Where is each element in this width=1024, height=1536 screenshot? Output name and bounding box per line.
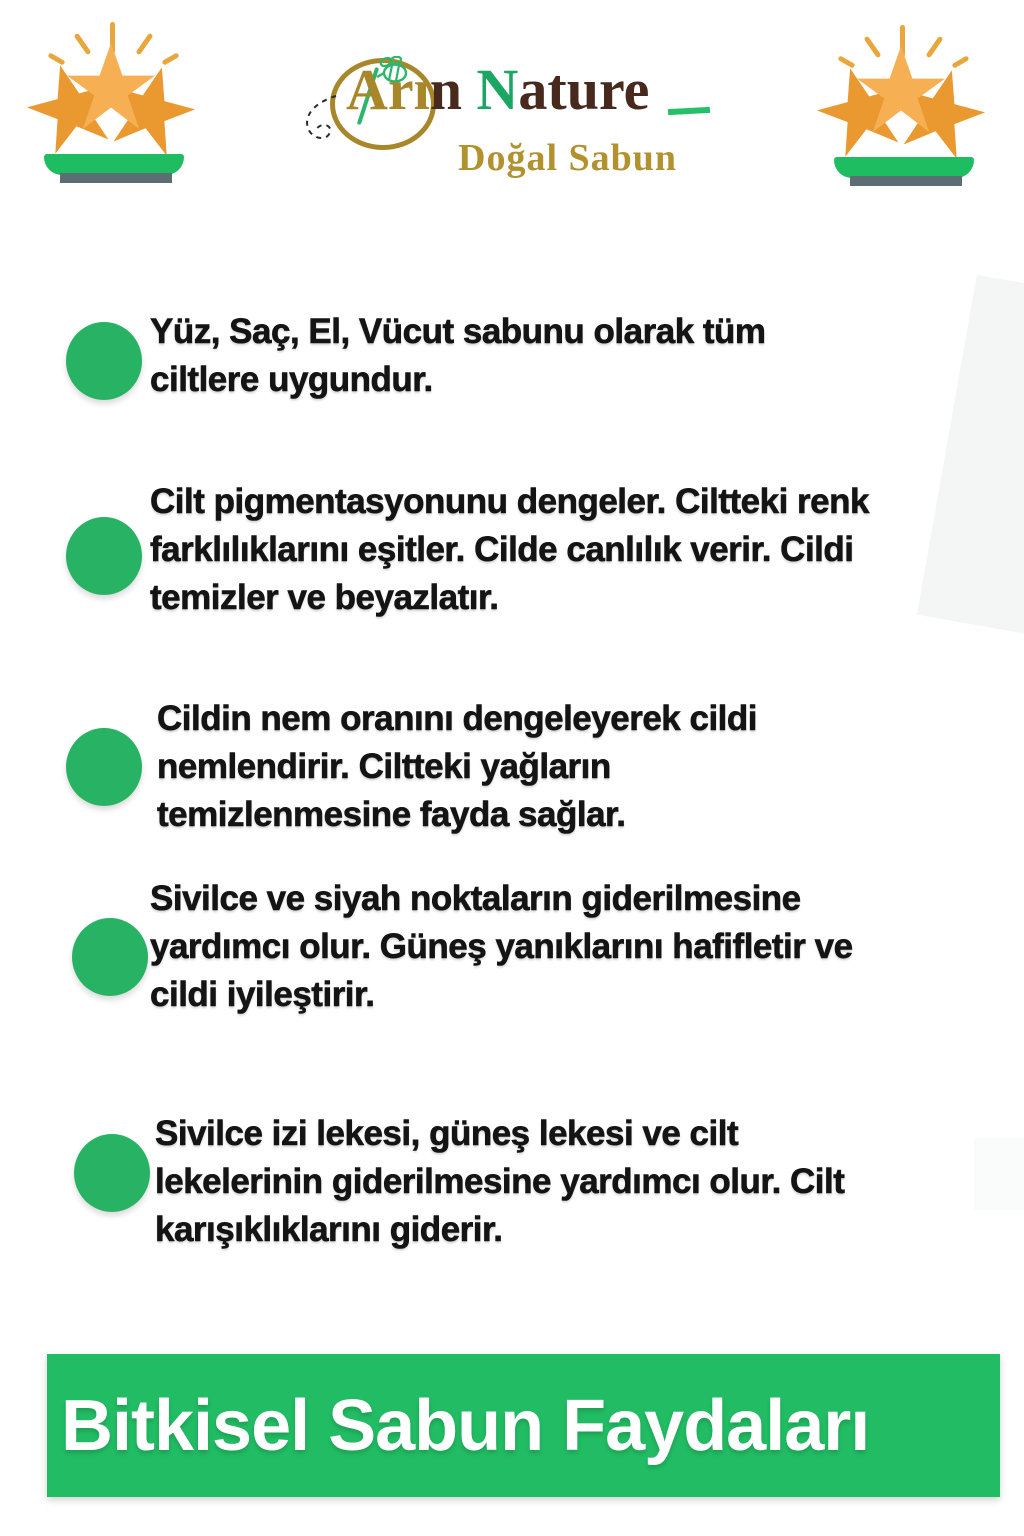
brand-logo bbox=[330, 50, 730, 185]
bullet-line: Sivilce ve siyah noktaların giderilmesine bbox=[150, 879, 801, 918]
tray-icon bbox=[44, 154, 184, 175]
tray-icon bbox=[834, 157, 974, 178]
bullet-dot-icon bbox=[66, 517, 142, 595]
sun-ray-icon bbox=[926, 36, 944, 59]
brand-name-n: n bbox=[429, 57, 463, 122]
sun-ray-icon bbox=[136, 33, 154, 56]
bullet-text bbox=[150, 875, 853, 1019]
bullet-line: lekelerinin giderilmesine yardımcı olur. Cilt bbox=[155, 1162, 845, 1201]
bullet-text bbox=[150, 308, 766, 404]
bullet-line: nemlendirir. Ciltteki yağların bbox=[157, 747, 611, 786]
bullet-line: ciltlere uygundur. bbox=[150, 360, 433, 399]
sun-ray-icon bbox=[74, 33, 92, 56]
bullet-line: Cildin nem oranını dengeleyerek cildi bbox=[157, 699, 757, 738]
brand-name-nature-rest: ature bbox=[518, 57, 650, 122]
bullet-line: temizlenmesine fayda sağlar. bbox=[157, 795, 626, 834]
bullet-line: temizler ve beyazlatır. bbox=[150, 578, 499, 617]
tray-base-icon bbox=[850, 176, 962, 186]
bullet-line: karışıklıklarını giderir. bbox=[155, 1210, 503, 1249]
sun-ray-icon bbox=[951, 55, 969, 68]
brand-name-arı: Arı bbox=[346, 57, 430, 122]
bullet-line: yardımcı olur. Güneş yanıklarını hafifletir ve bbox=[150, 927, 853, 966]
brand-name-nature-initial: N bbox=[476, 57, 519, 122]
bullet-line: Yüz, Saç, El, Vücut sabunu olarak tüm bbox=[150, 312, 766, 351]
dashed-trail-icon bbox=[300, 94, 340, 146]
tray-base-icon bbox=[60, 173, 172, 183]
page-title: Bitkisel Sabun Faydaları bbox=[61, 1385, 870, 1466]
bullet-text bbox=[155, 1110, 844, 1254]
sun-ray-icon bbox=[161, 52, 179, 65]
stars-decoration-left bbox=[30, 24, 198, 186]
sun-ray-icon bbox=[837, 55, 855, 68]
bullet-text bbox=[150, 478, 869, 622]
bullet-dot-icon bbox=[66, 728, 142, 806]
green-accent-bar bbox=[668, 107, 710, 115]
bullet-line: farklılıklarını eşitler. Cilde canlılık verir. Cildi bbox=[150, 530, 854, 569]
stars-decoration-right bbox=[820, 27, 988, 189]
sun-ray-icon bbox=[864, 36, 882, 59]
sun-ray-icon bbox=[47, 52, 65, 65]
background-watermark bbox=[917, 275, 1024, 634]
bullet-dot-icon bbox=[66, 322, 142, 400]
bullet-text bbox=[157, 695, 757, 839]
bullet-dot-icon bbox=[74, 1134, 150, 1212]
bullet-dot-icon bbox=[72, 918, 148, 996]
brand-name bbox=[346, 58, 649, 122]
bullet-line: cildi iyileştirir. bbox=[150, 975, 375, 1014]
title-banner bbox=[47, 1354, 1000, 1497]
bullet-line: Sivilce izi lekesi, güneş lekesi ve cilt bbox=[155, 1114, 739, 1153]
background-watermark bbox=[974, 1138, 1024, 1210]
bullet-line: Cilt pigmentasyonunu dengeler. Ciltteki renk bbox=[150, 482, 869, 521]
brand-tagline: Doğal Sabun bbox=[458, 137, 678, 179]
